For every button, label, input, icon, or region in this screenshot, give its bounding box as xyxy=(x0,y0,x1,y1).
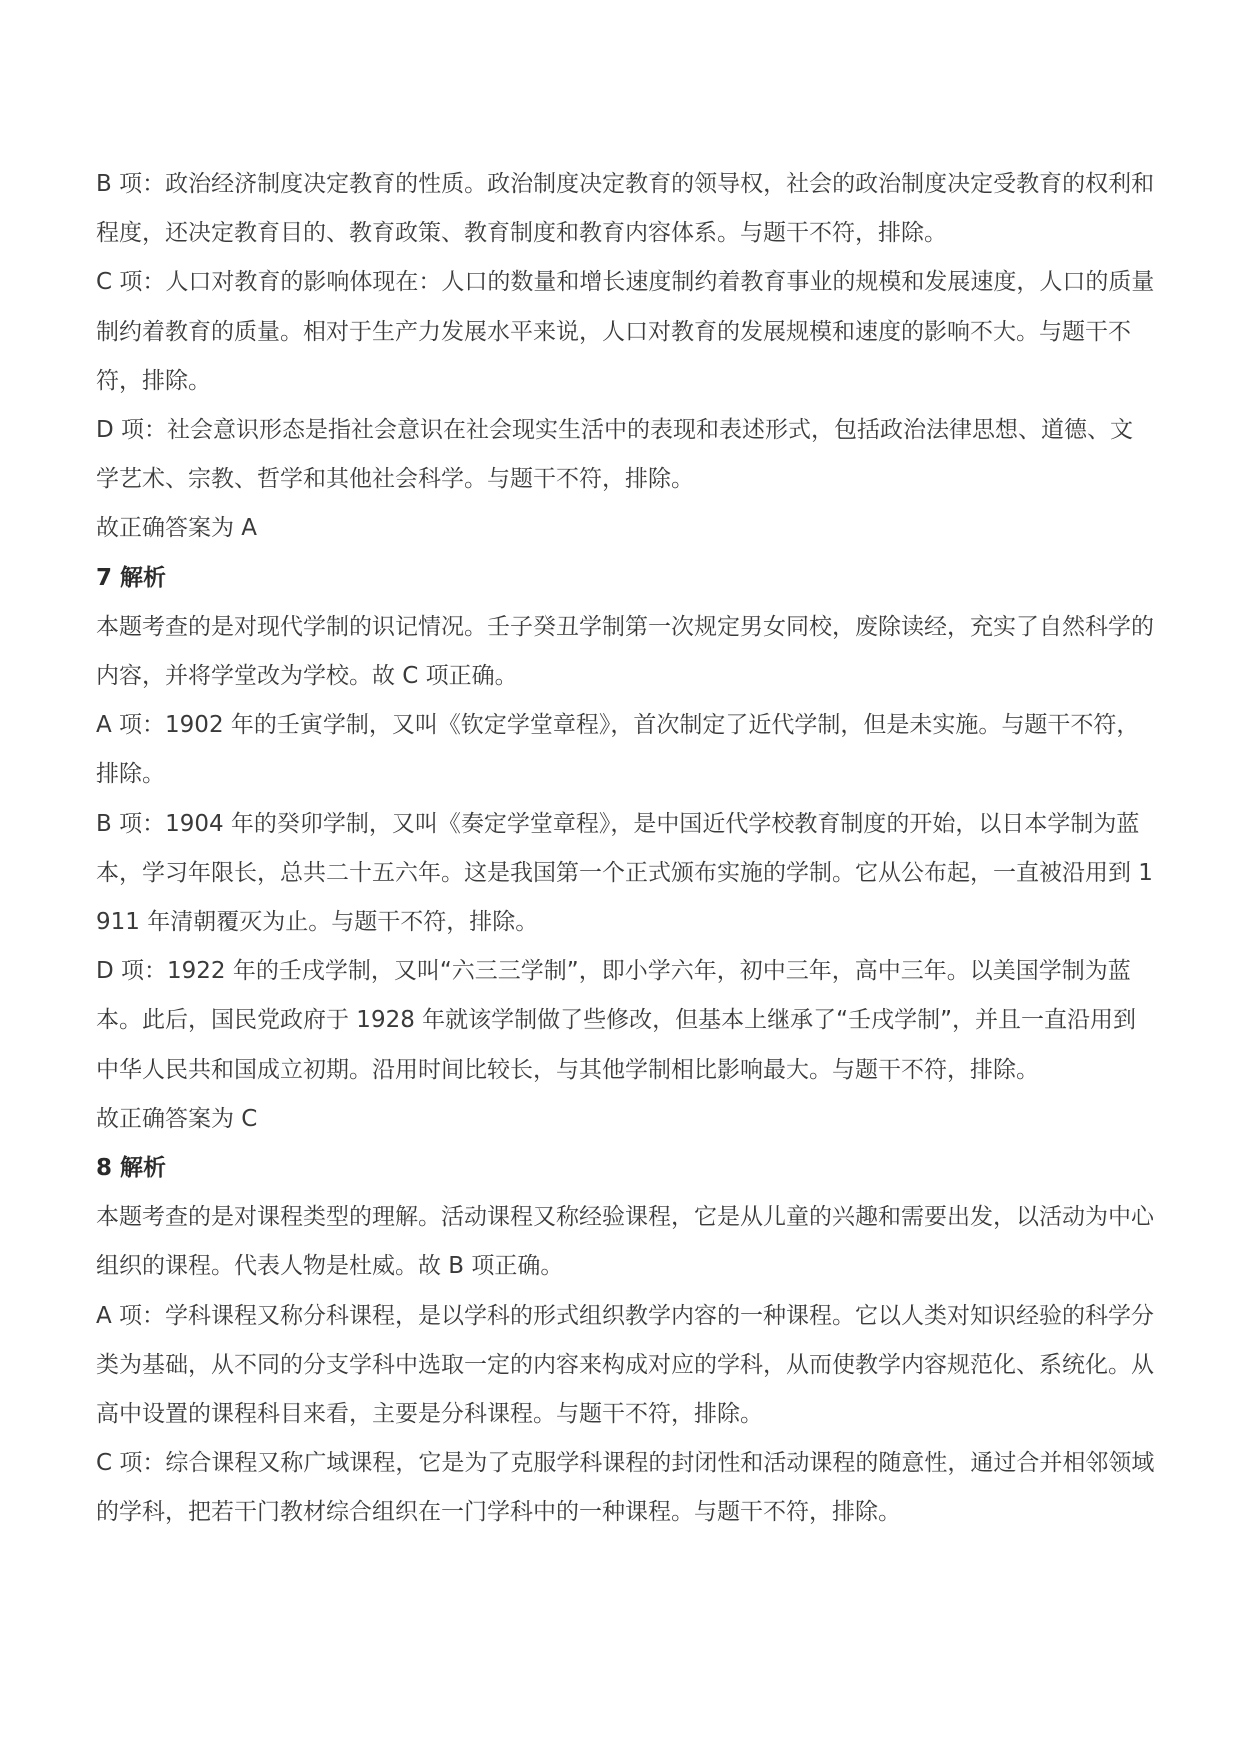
paragraph-q7-option-b: B 项：1904 年的癸卯学制，又叫《奏定学堂章程》，是中国近代学校教育制度的开始，以日本学制为蓝本，学习年限长，总共二十五六年。这是我国第一个正式颁布实施的学制。它从公布起，一直被沿用到 1911 年清朝覆灭为止。与题干不符，排除。 xyxy=(96,810,1153,936)
paragraph-q7-option-d: D 项：1922 年的壬戌学制，又叫“六三三学制”，即小学六年，初中三年，高中三年。以美国学制为蓝本。此后，国民党政府于 1928 年就该学制做了些修改，但基本上继承了“壬戌学制”，并且一直沿用到中华人民共和国成立初期。沿用时间比较长，与其他学制相比影响最大。与题干不符，排除。 xyxy=(96,958,1136,1083)
paragraph-q8-intro: 本题考查的是对课程类型的理解。活动课程又称经验课程，它是从儿童的兴趣和需要出发，以活动为中心组织的课程。代表人物是杜威。故 B 项正确。 xyxy=(96,1204,1154,1280)
paragraph-option-c-population: C 项：人口对教育的影响体现在：人口的数量和增长速度制约着教育事业的规模和发展速度，人口的质量制约着教育的质量。相对于生产力发展水平来说，人口对教育的发展规模和速度的影响不大。与题干不符，排除。 xyxy=(96,269,1155,394)
paragraph-q8-option-c: C 项：综合课程又称广域课程，它是为了克服学科课程的封闭性和活动课程的随意性，通过合并相邻领域的学科，把若干门教材综合组织在一门学科中的一种课程。与题干不符，排除。 xyxy=(96,1450,1155,1526)
paragraph-q7-intro: 本题考查的是对现代学制的识记情况。壬子癸丑学制第一次规定男女同校，废除读经，充实了自然科学的内容，并将学堂改为学校。故 C 项正确。 xyxy=(96,613,1154,690)
section-heading-7: 7 解析 xyxy=(96,564,167,591)
paragraph-option-d-ideology: D 项：社会意识形态是指社会意识在社会现实生活中的表现和表述形式，包括政治法律思想、道德、文学艺术、宗教、哲学和其他社会科学。与题干不符，排除。 xyxy=(96,417,1134,493)
answer-line-6: 故正确答案为 A xyxy=(96,515,258,542)
paragraph-q7-option-a: A 项：1902 年的壬寅学制，又叫《钦定学堂章程》，首次制定了近代学制，但是未实施。与题干不符，排除。 xyxy=(96,712,1140,788)
paragraph-q8-option-a: A 项：学科课程又称分科课程，是以学科的形式组织教学内容的一种课程。它以人类对知识经验的科学分类为基础，从不同的分支学科中选取一定的内容来构成对应的学科，从而使教学内容规范化、系统化。从高中设置的课程科目来看，主要是分科课程。与题干不符，排除。 xyxy=(96,1302,1155,1428)
answer-line-7: 故正确答案为 C xyxy=(96,1105,258,1132)
section-heading-8: 8 解析 xyxy=(96,1155,167,1182)
paragraph-option-b-politics: B 项：政治经济制度决定教育的性质。政治制度决定教育的领导权，社会的政治制度决定受教育的权利和程度，还决定教育目的、教育政策、教育制度和教育内容体系。与题干不符，排除。 xyxy=(96,171,1155,247)
document-body xyxy=(96,160,1156,1538)
